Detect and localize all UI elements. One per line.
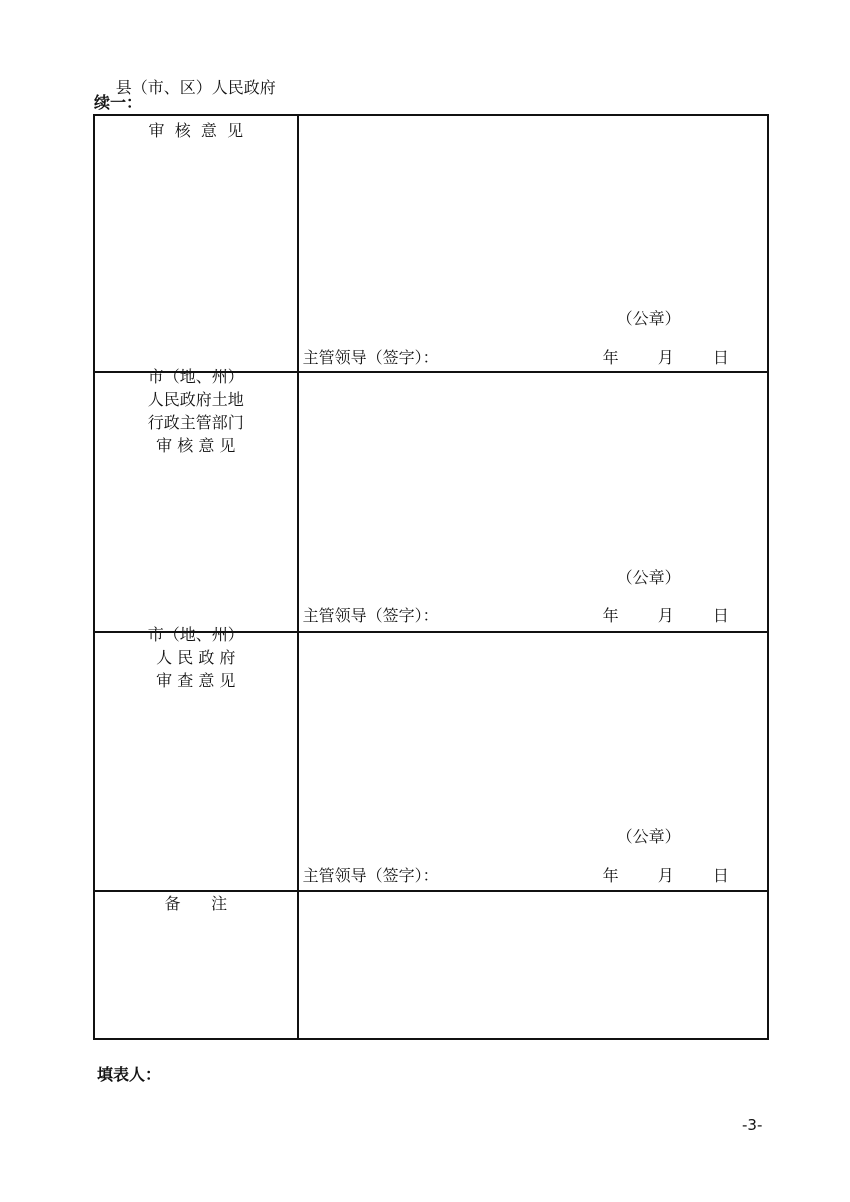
label-line: 县（市、区）人民政府 <box>115 78 276 97</box>
table-row-county-review <box>94 115 768 372</box>
year-label: 年 <box>602 348 619 367</box>
label-line: 人 民 政 府 <box>156 648 236 667</box>
date-fields <box>603 603 729 626</box>
row-label-remarks <box>94 891 298 1039</box>
label-line: 审 核 意 见 <box>148 121 244 140</box>
day-label: 日 <box>712 866 729 885</box>
label-line: 市（地、州） <box>147 367 244 386</box>
label-line: 行政主管部门 <box>147 413 244 432</box>
month-label: 月 <box>657 348 674 367</box>
table-row-city-government-review <box>94 632 768 891</box>
opinion-field-city-government[interactable] <box>298 632 768 891</box>
year-label: 年 <box>602 866 619 885</box>
label-line: 市（地、州） <box>147 625 244 644</box>
official-seal-label: （公章） <box>616 309 681 328</box>
signature-label: 主管领导（签字）： <box>302 348 439 367</box>
date-fields <box>603 863 729 886</box>
official-seal-label: （公章） <box>616 568 681 587</box>
table-row-remarks <box>94 891 768 1039</box>
label-line: 备 注 <box>164 894 228 913</box>
table-row-city-land-dept-review <box>94 372 768 632</box>
day-label: 日 <box>712 348 729 367</box>
month-label: 月 <box>657 606 674 625</box>
opinion-field-city-land-dept[interactable] <box>298 372 768 632</box>
label-line: 审 查 意 见 <box>156 671 236 690</box>
continuation-label: 续一： <box>94 93 143 112</box>
day-label: 日 <box>712 606 729 625</box>
signature-label: 主管领导（签字）： <box>302 866 439 885</box>
form-filler-label: 填表人： <box>97 1065 162 1084</box>
opinion-field-county[interactable] <box>298 115 768 372</box>
row-label-city-land-dept <box>94 367 298 632</box>
date-fields <box>603 345 729 368</box>
signature-label: 主管领导（签字）： <box>302 606 439 625</box>
page-number: -3- <box>742 1116 763 1134</box>
remarks-field[interactable] <box>298 891 768 1039</box>
official-seal-label: （公章） <box>616 827 681 846</box>
row-label-city-government <box>94 625 298 891</box>
label-line: 人民政府土地 <box>147 390 244 409</box>
month-label: 月 <box>657 866 674 885</box>
label-line: 审 核 意 见 <box>156 436 236 455</box>
year-label: 年 <box>602 606 619 625</box>
